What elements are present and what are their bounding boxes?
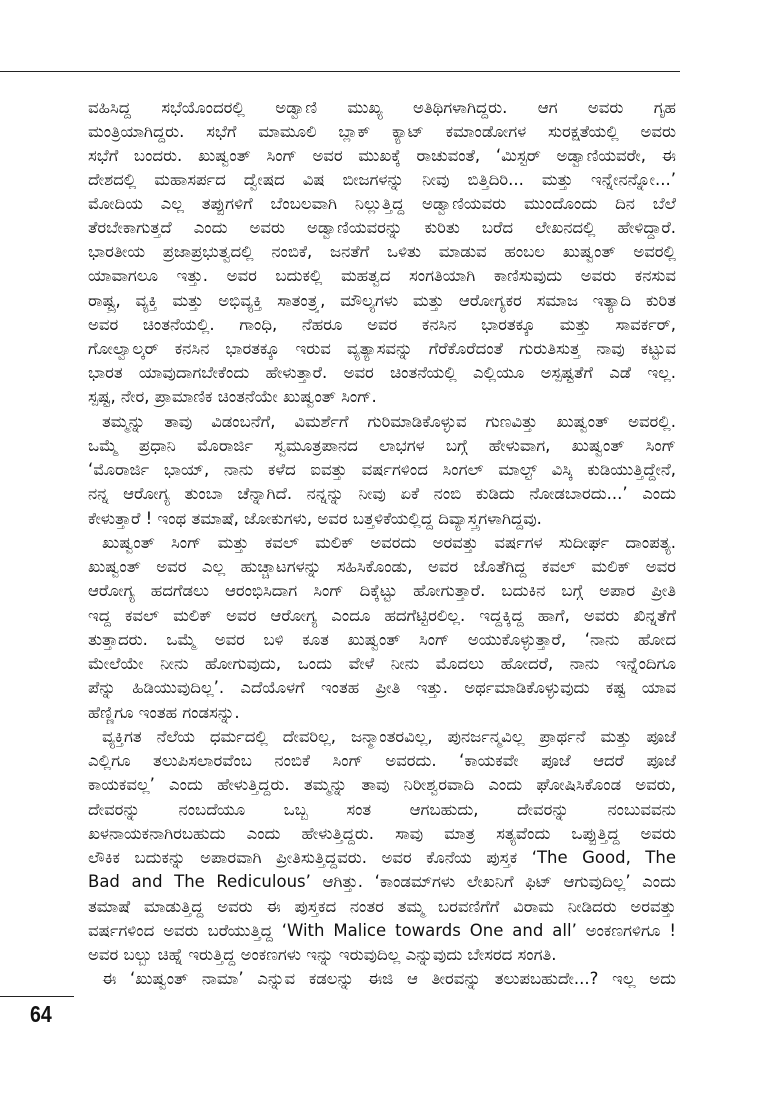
text-line: ಇದ್ದ ಕವಲ್ ಮಲಿಕ್ ಅವರ ಆರೋಗ್ಯ ಎಂದೂ ಹದಗೆಟ್ಟಿರಲಿಲ್ಲ. ಇದ್ದಕ್ಕಿದ್ದ ಹಾಗೆ, ಅವರು ಖಿನ್ನತೆಗೆ [88, 606, 676, 625]
text-line: ಪೆನ್ನು ಹಿಡಿಯುವುದಿಲ್ಲ’. ಎದೆಯೊಳಗೆ ಇಂತಹ ಪ್ರೀತಿ ಇತ್ತು. ಅರ್ಥಮಾಡಿಕೊಳ್ಳುವುದು ಕಷ್ಟ ಯಾವ [88, 678, 676, 697]
text-line: ಹೆಣ್ಣಿಗೂ ಇಂತಹ ಗಂಡಸನ್ನು. [88, 703, 240, 722]
paragraph-first-line: ಈ ‘ಖುಷ್ವಂತ್ ನಾಮಾ’ ಎನ್ನುವ ಕಡಲನ್ನು ಈಜಿ ಆ ತೀರವನ್ನು ತಲುಪಬಹುದೇ...? ಇಲ್ಲ ಅದು [102, 969, 676, 988]
text-line: ಒಮ್ಮೆ ಪ್ರಧಾನಿ ಮೊರಾರ್ಜಿ ಸ್ವಮೂತ್ರಪಾನದ ಲಾಭಗಳ ಬಗ್ಗೆ ಹೇಳುವಾಗ, ಖುಷ್ವಂತ್ ಸಿಂಗ್ [88, 436, 676, 455]
text-line: ಮೋದಿಯ ಎಲ್ಲ ತಪ್ಪುಗಳಿಗೆ ಬೆಂಬಲವಾಗಿ ನಿಲ್ಲುತ್ತಿದ್ದ ಅಡ್ವಾಣಿಯವರು ಮುಂದೊಂದು ದಿನ ಬೆಲೆ [88, 194, 676, 213]
text-line: ತುತ್ತಾದರು. ಒಮ್ಮೆ ಅವರ ಬಳಿ ಕೂತ ಖುಷ್ವಂತ್ ಸಿಂಗ್ ಅಯುಕೊಳ್ಳುತ್ತಾರೆ, ‘ನಾನು ಹೋದ [88, 630, 676, 649]
text-line: ಖುಷ್ವಂತ್ ಅವರ ಎಲ್ಲ ಹುಚ್ಚಾಟಗಳನ್ನು ಸಹಿಸಿಕೊಂಡು, ಅವರ ಜೊತೆಗಿದ್ದ ಕವಲ್ ಮಲಿಕ್ ಅವರ [88, 557, 676, 576]
text-line: ಆರೋಗ್ಯ ಹದಗೆಡಲು ಆರಂಭಿಸಿದಾಗ ಸಿಂಗ್ ದಿಕ್ಕೆಟ್ಟು ಹೋಗುತ್ತಾರೆ. ಬದುಕಿನ ಬಗ್ಗೆ ಅಪಾರ ಪ್ರೀತಿ [88, 581, 676, 600]
text-line: ಕೇಳುತ್ತಾರೆ ! ಇಂಥ ತಮಾಷೆ, ಜೋಕುಗಳು, ಅವರ ಬತ್ತಳಿಕೆಯಲ್ಲಿದ್ದ ದಿವ್ಯಾಸ್ತ್ರಗಳಾಗಿದ್ದವು. [88, 509, 542, 528]
text-line: ಮೇಲೆಯೇ ನೀನು ಹೋಗುವುದು, ಒಂದು ವೇಳೆ ನೀನು ಮೊದಲು ಹೋದರೆ, ನಾನು ಇನ್ನೆಂದಿಗೂ [88, 654, 676, 673]
text-line: ಮಂತ್ರಿಯಾಗಿದ್ದರು. ಸಭೆಗೆ ಮಾಮೂಲಿ ಬ್ಲಾಕ್ ಕ್ಯಾಟ್ ಕಮಾಂಡೋಗಳ ಸುರಕ್ಷತೆಯಲ್ಲಿ ಅವರು [88, 122, 676, 141]
paragraph-first-line: ತಮ್ಮನ್ನು ತಾವು ವಿಡಂಬನೆಗೆ, ವಿಮರ್ಶೆಗೆ ಗುರಿಮಾಡಿಕೊಳ್ಳುವ ಗುಣವಿತ್ತು ಖುಷ್ವಂತ್ ಅವರಲ್ಲಿ. [102, 412, 676, 431]
text-line: ತೆರಬೇಕಾಗುತ್ತದೆ ಎಂದು ಅವರು ಅಡ್ವಾಣಿಯವರನ್ನು ಕುರಿತು ಬರೆದ ಲೇಖನದಲ್ಲಿ ಹೇಳಿದ್ದಾರೆ. [88, 218, 676, 237]
text-line: ಖಳನಾಯಕನಾಗಿರಬಹುದು ಎಂದು ಹೇಳುತ್ತಿದ್ದರು. ಸಾವು ಮಾತ್ರ ಸತ್ಯವೆಂದು ಒಪ್ಪುತ್ತಿದ್ದ ಅವರು [88, 824, 676, 843]
footer-rule [0, 996, 74, 997]
text-line: ವಹಿಸಿದ್ದ ಸಭೆಯೊಂದರಲ್ಲಿ ಅಡ್ವಾಣಿ ಮುಖ್ಯ ಅತಿಥಿಗಳಾಗಿದ್ದರು. ಆಗ ಅವರು ಗೃಹ [88, 98, 676, 117]
page-number: 64 [30, 1001, 52, 1027]
text-line: Bad and The Rediculous’ ಆಗಿತ್ತು. ‘ಕಾಂಡಮ್‌ಗಳು ಲೇಖನಿಗೆ ಫಿಟ್ ಆಗುವುದಿಲ್ಲ’ ಎಂದು [88, 872, 676, 891]
text-line: ಯಾವಾಗಲೂ ಇತ್ತು. ಅವರ ಬದುಕಲ್ಲಿ ಮಹತ್ವದ ಸಂಗತಿಯಾಗಿ ಕಾಣಿಸುವುದು ಅವರು ಕನಸುವ [88, 266, 676, 285]
text-line: ನನ್ನ ಆರೋಗ್ಯ ತುಂಬಾ ಚೆನ್ನಾಗಿದೆ. ನನ್ನನ್ನು ನೀವು ಏಕೆ ನಂಬಿ ಕುಡಿದು ನೋಡಬಾರದು...’ ಎಂದು [88, 484, 676, 503]
text-line: ಭಾರತ ಯಾವುದಾಗಬೇಕೆಂದು ಹೇಳುತ್ತಾರೆ. ಅವರ ಚಿಂತನೆಯಲ್ಲಿ ಎಲ್ಲಿಯೂ ಅಸ್ಪಷ್ಟತೆಗೆ ಎಡೆ ಇಲ್ಲ. [88, 363, 676, 382]
text-line: ಅವರ ಬಲ್ಬು ಚಿಹ್ನೆ ಇರುತ್ತಿದ್ದ ಅಂಕಣಗಳು ಇನ್ನು ಇರುವುದಿಲ್ಲ ಎನ್ನುವುದು ಬೇಸರದ ಸಂಗತಿ. [88, 945, 557, 964]
text-line: ‘ಮೊರಾರ್ಜಿ ಭಾಯ್, ನಾನು ಕಳೆದ ಐವತ್ತು ವರ್ಷಗಳಿಂದ ಸಿಂಗಲ್ ಮಾಲ್ಟ್ ವಿಸ್ಕಿ ಕುಡಿಯುತ್ತಿದ್ದೇನೆ, [88, 460, 676, 479]
text-line: ಲೌಕಿಕ ಬದುಕನ್ನು ಅಪಾರವಾಗಿ ಪ್ರೀತಿಸುತ್ತಿದ್ದವರು. ಅವರ ಕೊನೆಯ ಪುಸ್ತಕ ‘The Good, The [88, 848, 676, 867]
text-line: ಎಲ್ಲಿಗೂ ತಲುಪಿಸಲಾರವೆಂಬ ನಂಬಿಕೆ ಸಿಂಗ್ ಅವರದು. ‘ಕಾಯಕವೇ ಪೂಜೆ ಆದರೆ ಪೂಜೆ [88, 751, 676, 770]
text-line: ದೇಶದಲ್ಲಿ ಮಹಾಸರ್ಪದ ದ್ವೇಷದ ವಿಷ ಬೀಜಗಳನ್ನು ನೀವು ಬಿತ್ತಿದಿರಿ... ಮತ್ತು ಇನ್ನೇನನ್ನೋ...’ [88, 170, 676, 189]
text-line: ಅವರ ಚಿಂತನೆಯಲ್ಲಿ. ಗಾಂಧಿ, ನೆಹರೂ ಅವರ ಕನಸಿನ ಭಾರತಕ್ಕೂ ಮತ್ತು ಸಾವರ್ಕರ್, [88, 315, 676, 334]
top-rule [0, 71, 680, 72]
text-line: ವರ್ಷಗಳಿಂದ ಅವರು ಬರೆಯುತ್ತಿದ್ದ ‘With Malice towards One and all’ ಅಂಕಣಗಳಿಗೂ ! [88, 921, 676, 940]
text-line: ಸ್ಪಷ್ಟ, ನೇರ, ಪ್ರಾಮಾಣಿಕ ಚಿಂತನೆಯೇ ಖುಷ್ವಂತ್ ಸಿಂಗ್. [88, 387, 377, 406]
paragraph-first-line: ಖುಷ್ವಂತ್ ಸಿಂಗ್ ಮತ್ತು ಕವಲ್ ಮಲಿಕ್ ಅವರದು ಅರವತ್ತು ವರ್ಷಗಳ ಸುದೀರ್ಘ ದಾಂಪತ್ಯ. [102, 533, 676, 552]
text-line: ಭಾರತೀಯ ಪ್ರಜಾಪ್ರಭುತ್ವದಲ್ಲಿ ನಂಬಿಕೆ, ಜನತೆಗೆ ಒಳಿತು ಮಾಡುವ ಹಂಬಲ ಖುಷ್ವಂತ್ ಅವರಲ್ಲಿ [88, 242, 676, 261]
text-line: ಕಾಯಕವಲ್ಲ’ ಎಂದು ಹೇಳುತ್ತಿದ್ದರು. ತಮ್ಮನ್ನು ತಾವು ನಿರೀಶ್ವರವಾದಿ ಎಂದು ಘೋಷಿಸಿಕೊಂಡ ಅವರು, [88, 775, 676, 794]
text-line: ಸಭೆಗೆ ಬಂದರು. ಖುಷ್ವಂತ್ ಸಿಂಗ್ ಅವರ ಮುಖಕ್ಕೆ ರಾಚುವಂತೆ, ‘ಮಿಸ್ಟರ್ ಅಡ್ವಾಣಿಯವರೇ, ಈ [88, 146, 676, 165]
text-line: ತಮಾಷೆ ಮಾಡುತ್ತಿದ್ದ ಅವರು ಈ ಪುಸ್ತಕದ ನಂತರ ತಮ್ಮ ಬರವಣಿಗೆಗೆ ವಿರಾಮ ನೀಡಿದರು ಅರವತ್ತು [88, 897, 676, 916]
text-line: ರಾಷ್ಟ್ರ, ವ್ಯಕ್ತಿ ಮತ್ತು ಅಭಿವ್ಯಕ್ತಿ ಸಾತಂತ್ರ್ಯ, ಮೌಲ್ಯಗಳು ಮತ್ತು ಆರೋಗ್ಯಕರ ಸಮಾಜ ಇತ್ಯಾದಿ ಕುರಿತ [88, 291, 676, 310]
text-line: ಗೋಲ್ವಾಲ್ಕರ್ ಕನಸಿನ ಭಾರತಕ್ಕೂ ಇರುವ ವ್ಯತ್ಯಾಸವನ್ನು ಗೆರೆಕೊರೆದಂತೆ ಗುರುತಿಸುತ್ತ ನಾವು ಕಟ್ಟುವ [88, 339, 676, 358]
paragraph-first-line: ವ್ಯಕ್ತಿಗತ ನೆಲೆಯ ಧರ್ಮದಲ್ಲಿ ದೇವರಿಲ್ಲ, ಜನ್ಮಾಂತರವಿಲ್ಲ, ಪುನರ್ಜನ್ಮವಿಲ್ಲ ಪ್ರಾರ್ಥನೆ ಮತ್ತು ಪೂಜೆ [102, 727, 676, 746]
text-line: ದೇವರನ್ನು ನಂಬದೆಯೂ ಒಬ್ಬ ಸಂತ ಆಗಬಹುದು, ದೇವರನ್ನು ನಂಬುವವನು [88, 800, 676, 819]
